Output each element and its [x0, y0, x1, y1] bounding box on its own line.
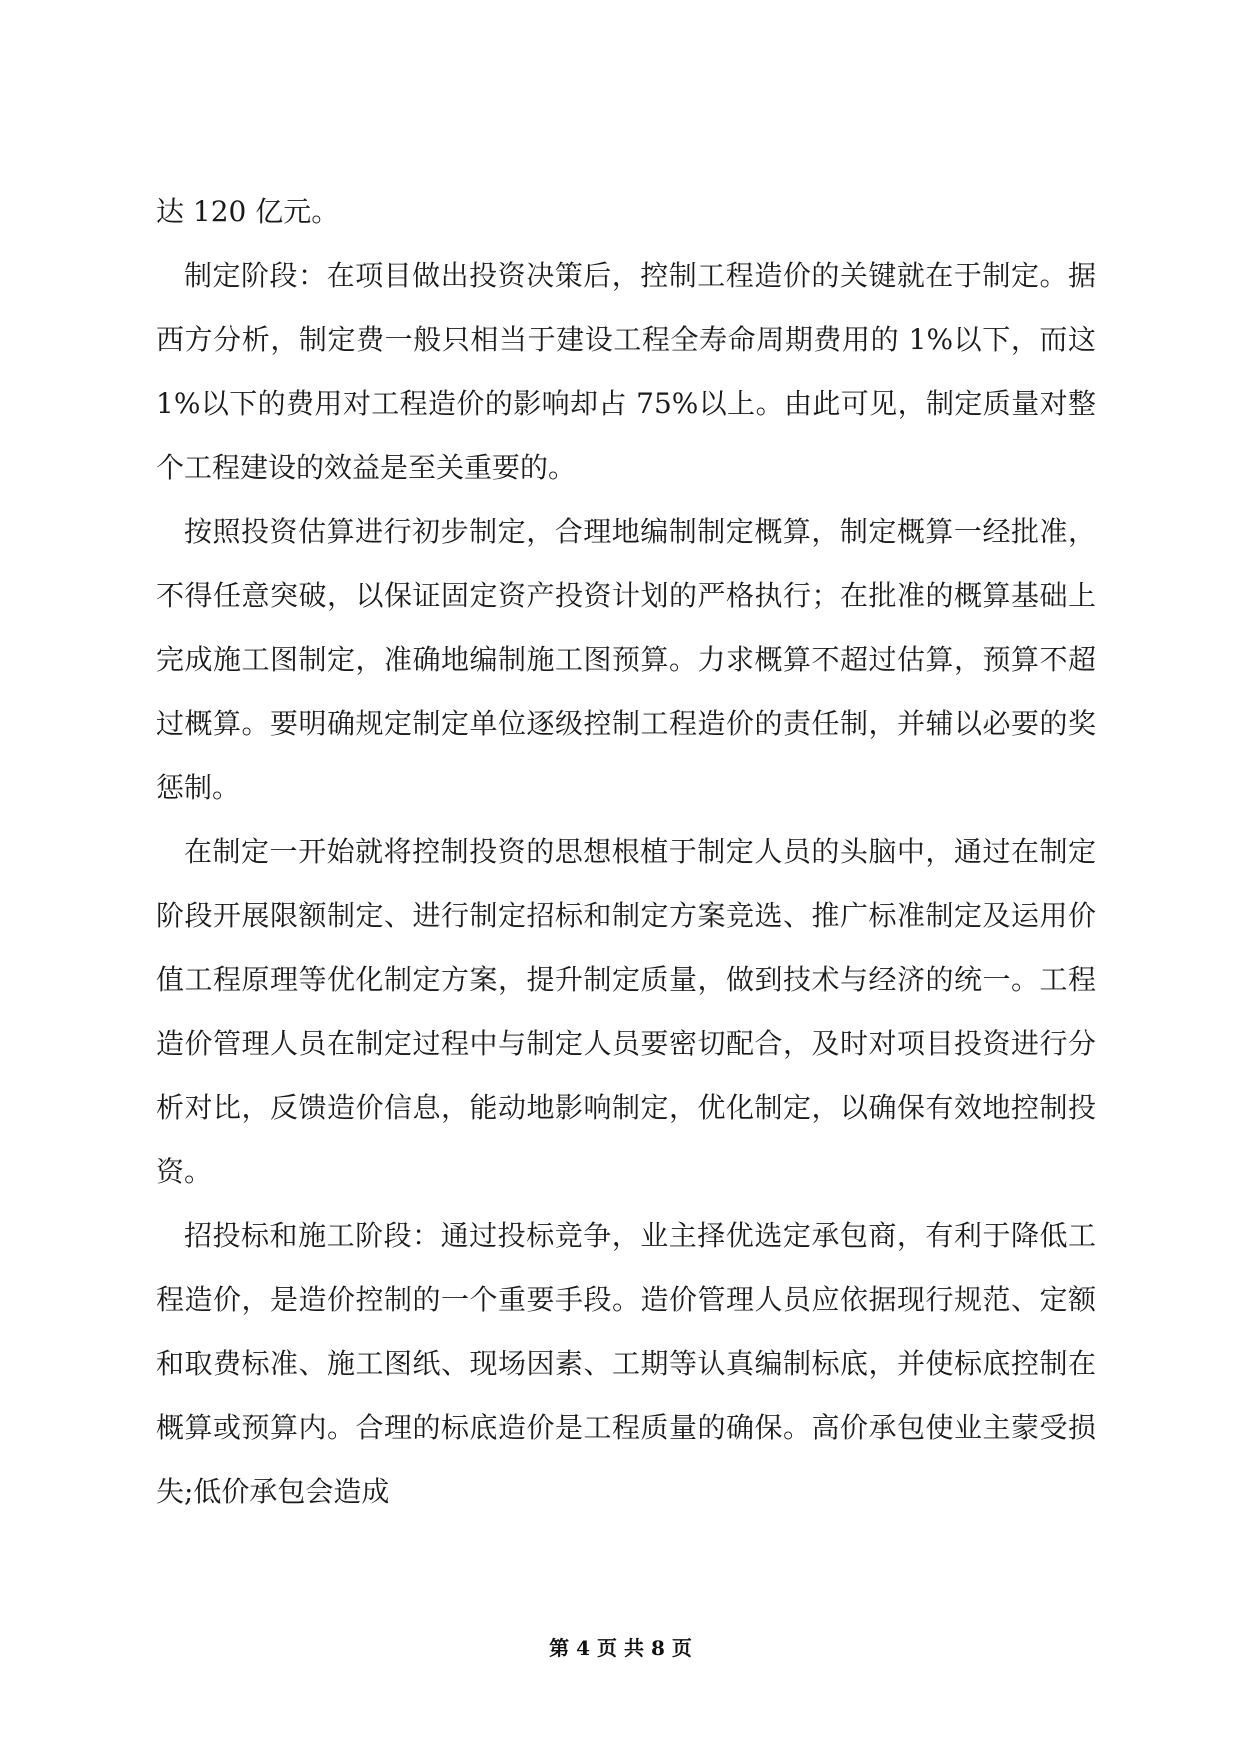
paragraph-investment-control: 在制定一开始就将控制投资的思想根植于制定人员的头脑中，通过在制定阶段开展限额制定、进行制定招标和制定方案竞选、推广标准制定及运用价值工程原理等优化制定方案，提升制定质量，做到技术与经济的统一。工程造价管理人员在制定过程中与制定人员要密切配合，及时对项目投资进行分析对比，反馈造价信息，能动地影响制定，优化制定，以确保有效地控制投资。	[156, 835, 1096, 1188]
paragraph-continuation: 达 120 亿元。	[156, 195, 340, 228]
paragraph-budget-control: 按照投资估算进行初步制定，合理地编制制定概算，制定概算一经批准，不得任意突破，以保证固定资产投资计划的严格执行；在批准的概算基础上完成施工图制定，准确地编制施工图预算。力求概算不超过估算，预算不超过概算。要明确规定制定单位逐级控制工程造价的责任制，并辅以必要的奖惩制。	[156, 515, 1096, 804]
page-number-footer: 第 4 页 共 8 页	[549, 1636, 692, 1660]
paragraph-design-stage: 制定阶段：在项目做出投资决策后，控制工程造价的关键就在于制定。据西方分析，制定费一般只相当于建设工程全寿命周期费用的 1%以下，而这 1%以下的费用对工程造价的影响却占 75%以上。由此可见，制定质量对整个工程建设的效益是至关重要的。	[156, 259, 1096, 484]
paragraph-bidding-stage: 招投标和施工阶段：通过投标竞争，业主择优选定承包商，有利于降低工程造价，是造价控制的一个重要手段。造价管理人员应依据现行规范、定额和取费标准、施工图纸、现场因素、工期等认真编制标底，并使标底控制在概算或预算内。合理的标底造价是工程质量的确保。高价承包使业主蒙受损失;低价承包会造成	[156, 1219, 1096, 1508]
